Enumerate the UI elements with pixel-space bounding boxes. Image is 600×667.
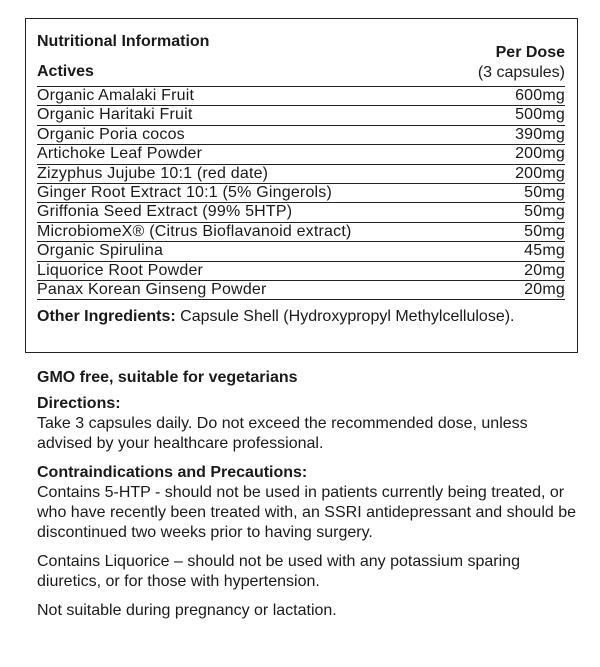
table-row	[37, 223, 565, 242]
table-row	[37, 165, 565, 184]
table-row	[37, 87, 565, 106]
contraindication-liquorice: Contains Liquorice – should not be used with any potassium sparing diuretics, or for those with hypertension.	[37, 553, 520, 590]
ingredient-name: Organic Amalaki Fruit	[37, 87, 195, 104]
ingredient-amount: 390mg	[515, 125, 565, 143]
panel-title: Nutritional Information	[37, 33, 210, 50]
contraindications-heading: Contraindications and Precautions:	[37, 464, 308, 481]
contraindication-pregnancy: Not suitable during pregnancy or lactation.	[37, 602, 337, 619]
other-ingredients-label: Other Ingredients:	[37, 308, 176, 325]
ingredient-name: Zizyphus Jujube 10:1 (red date)	[37, 164, 269, 182]
nutrition-panel	[25, 18, 578, 353]
table-row	[37, 281, 565, 300]
ingredient-name: MicrobiomeX® (Citrus Bioflavanoid extract)	[37, 222, 352, 240]
ingredient-name: Organic Poria cocos	[37, 125, 185, 143]
other-ingredients	[37, 307, 565, 327]
table-row	[37, 106, 565, 125]
ingredient-amount: 50mg	[524, 183, 565, 201]
ingredient-amount: 50mg	[524, 203, 565, 221]
table-row	[37, 262, 565, 281]
ingredient-amount: 20mg	[524, 280, 565, 298]
ingredient-name: Organic Haritaki Fruit	[37, 106, 193, 124]
directions-text: Take 3 capsules daily. Do not exceed the recommended dose, unless advised by your healthcare professional.	[37, 415, 528, 452]
per-dose-header	[478, 43, 565, 83]
ingredient-amount: 50mg	[524, 222, 565, 240]
actives-label: Actives	[37, 63, 94, 80]
contraindication-5htp: Contains 5-HTP - should not be used in patients currently being treated, or who have recently been treated with, an SSRI antidepressant and should be discontinued two weeks prior to having surgery.	[37, 484, 577, 541]
ingredient-amount: 45mg	[524, 242, 565, 260]
table-row	[37, 184, 565, 203]
ingredient-name: Liquorice Root Powder	[37, 261, 204, 279]
per-dose-title: Per Dose	[495, 44, 565, 61]
gmo-statement: GMO free, suitable for vegetarians	[37, 369, 298, 386]
per-dose-subtitle: (3 capsules)	[477, 64, 565, 81]
ingredient-amount: 200mg	[515, 164, 565, 182]
ingredient-amount: 20mg	[524, 261, 565, 279]
table-row	[37, 145, 565, 164]
ingredient-name: Griffonia Seed Extract (99% 5HTP)	[37, 203, 293, 221]
ingredient-amount: 600mg	[515, 87, 565, 104]
directions-heading: Directions:	[37, 395, 121, 412]
table-row	[37, 242, 565, 261]
ingredient-name: Ginger Root Extract 10:1 (5% Gingerols)	[37, 183, 333, 201]
ingredient-name: Panax Korean Ginseng Powder	[37, 280, 267, 298]
ingredient-amount: 500mg	[515, 106, 565, 124]
table-row	[37, 126, 565, 145]
actives-table	[37, 86, 565, 300]
label-notes	[37, 368, 580, 621]
other-ingredients-text: Capsule Shell (Hydroxypropyl Methylcellulose).	[175, 308, 515, 325]
ingredient-name: Organic Spirulina	[37, 242, 164, 260]
ingredient-amount: 200mg	[515, 145, 565, 163]
table-row	[37, 203, 565, 222]
ingredient-name: Artichoke Leaf Powder	[37, 145, 203, 163]
